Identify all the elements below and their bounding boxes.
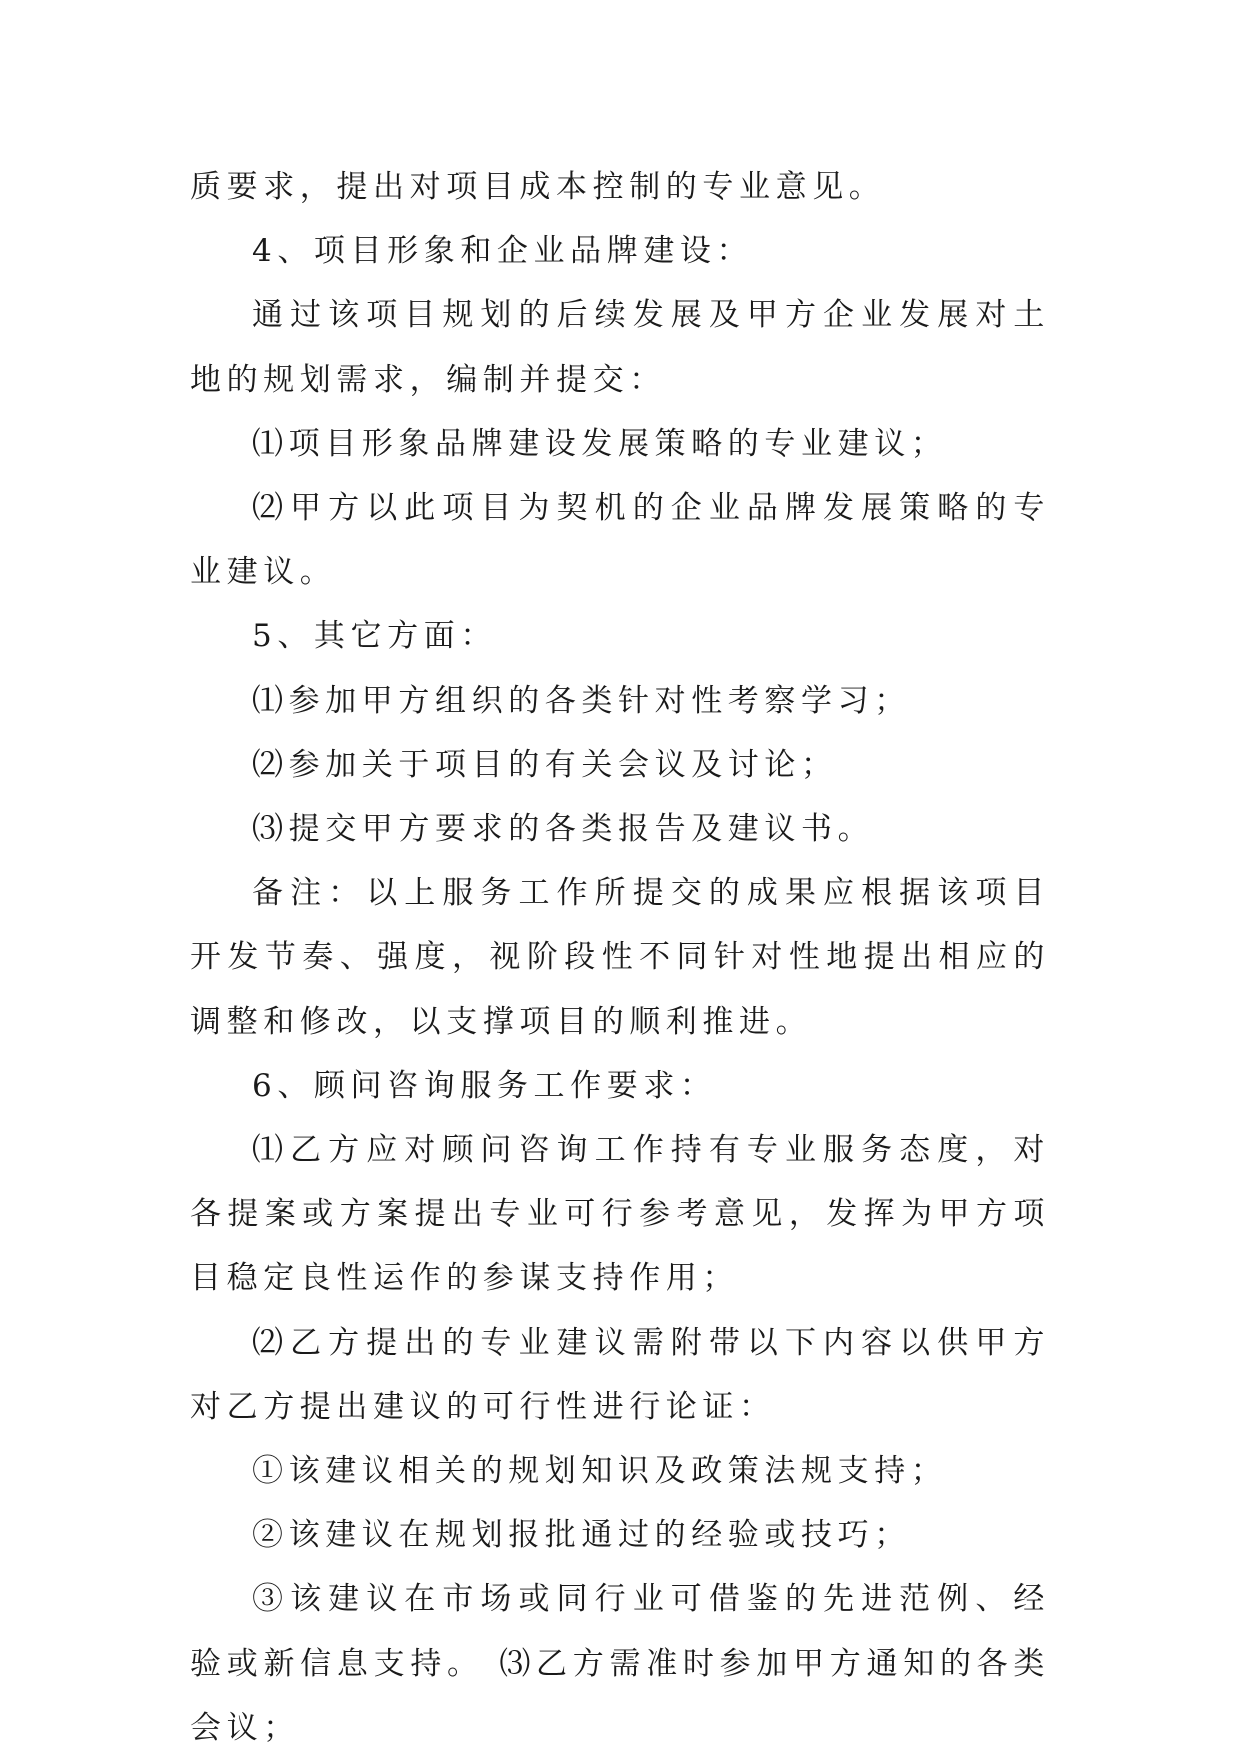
paragraph-cost-control-ending: 质要求，提出对项目成本控制的专业意见。 (190, 169, 886, 205)
list-item-requirement-2: ⑵乙方提出的专业建议需附带以下内容以供甲方对乙方提出建议的可行性进行论证： (190, 1324, 1050, 1425)
paragraph-brand-planning: 通过该项目规划的后续发展及甲方企业发展对土地的规划需求，编制并提交： (190, 297, 1050, 398)
sub-item-1: ①该建议相关的规划知识及政策法规支持； (252, 1453, 948, 1490)
list-item-other-1: ⑴参加甲方组织的各类针对性考察学习； (252, 682, 911, 719)
heading-brand-building: 4、项目形象和企业品牌建设： (252, 233, 754, 270)
sub-item-3: ③该建议在市场或同行业可借鉴的先进范例、经验或新信息支持。 ⑶乙方需准时参加甲方通知的各类会议； (190, 1581, 1050, 1746)
list-item-requirement-1: ⑴乙方应对顾问咨询工作持有专业服务态度，对各提案或方案提出专业可行参考意见，发挥为甲方项目稳定良性运作的参谋支持作用； (190, 1132, 1050, 1297)
heading-consulting-requirements: 6、顾问咨询服务工作要求： (252, 1067, 717, 1104)
list-item-brand-1: ⑴项目形象品牌建设发展策略的专业建议； (252, 425, 948, 462)
heading-other-aspects: 5、其它方面： (252, 618, 497, 655)
document-body (190, 155, 1050, 1760)
sub-item-2: ②该建议在规划报批通过的经验或技巧； (252, 1517, 911, 1554)
paragraph-remark: 备注：以上服务工作所提交的成果应根据该项目开发节奏、强度，视阶段性不同针对性地提出相应的调整和修改，以支撑项目的顺利推进。 (190, 875, 1050, 1040)
list-item-brand-2: ⑵甲方以此项目为契机的企业品牌发展策略的专业建议。 (190, 490, 1050, 591)
list-item-other-3: ⑶提交甲方要求的各类报告及建议书。 (252, 811, 875, 848)
list-item-other-2: ⑵参加关于项目的有关会议及讨论； (252, 746, 838, 783)
